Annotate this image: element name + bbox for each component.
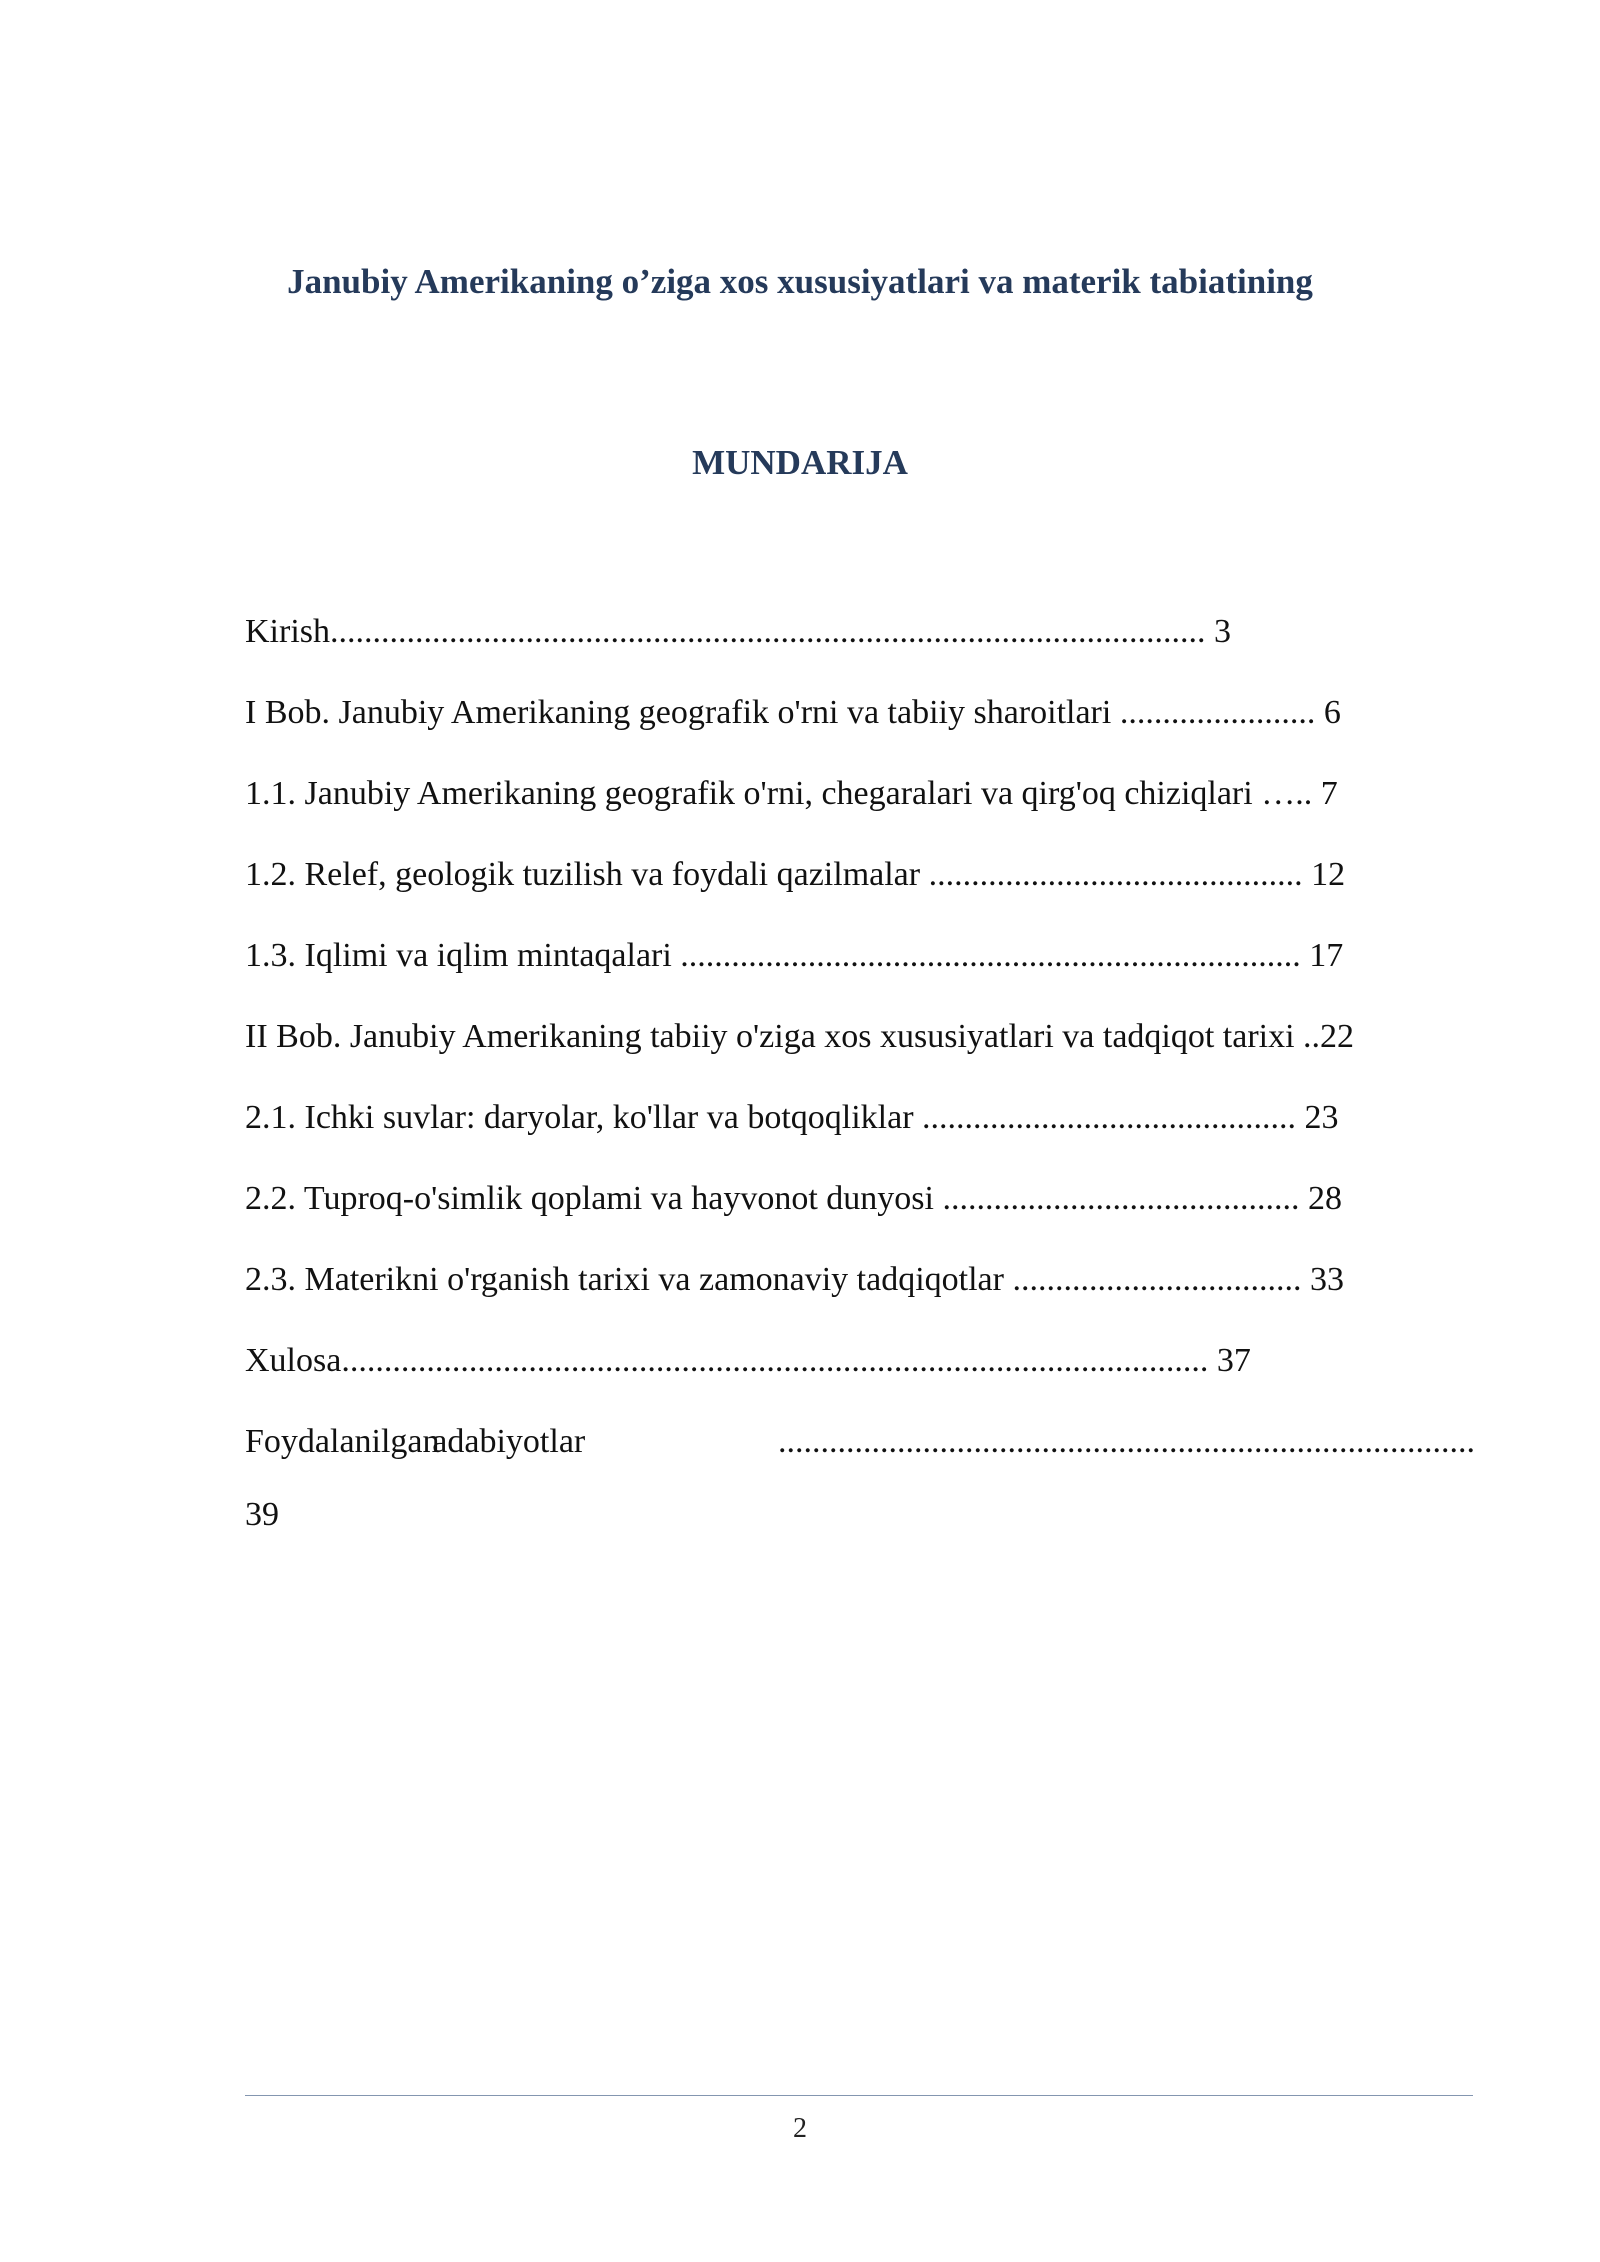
toc-references-word2: adabiyotlar: [432, 1423, 586, 1460]
toc-entry-chapter-2: II Bob. Janubiy Amerikaning tabiiy o'ziga xos xususiyatlari va tadqiqot tarixi ..22: [245, 1018, 1355, 1055]
toc-entry-section-2-1: 2.1. Ichki suvlar: daryolar, ko'llar va botqoqliklar ............................................ 23: [245, 1099, 1339, 1136]
toc-entry-section-2-3: 2.3. Materikni o'rganish tarixi va zamonaviy tadqiqotlar .................................. 33: [245, 1261, 1344, 1298]
document-title: Janubiy Amerikaning o’ziga xos xususiyatlari va materik tabiatining: [287, 262, 1313, 301]
toc-references-word1: Foydalanilgan: [245, 1423, 440, 1460]
toc-entry-section-1-1: 1.1. Janubiy Amerikaning geografik o'rni, chegaralari va qirg'oq chiziqlari ….. 7: [245, 775, 1338, 812]
toc-references-dots: ..................................................................................: [778, 1423, 1475, 1460]
toc-entry-chapter-1: I Bob. Janubiy Amerikaning geografik o'rni va tabiiy sharoitlari ....................... 6: [245, 694, 1341, 731]
footer-divider: [245, 2095, 1473, 2096]
page-number: 2: [793, 2113, 807, 2144]
toc-entry-section-1-2: 1.2. Relef, geologik tuzilish va foydali qazilmalar ............................................ 12: [245, 856, 1346, 893]
toc-entry-kirish: Kirish....................................................................................................... 3: [245, 613, 1231, 650]
toc-heading: MUNDARIJA: [692, 443, 908, 482]
toc-entry-section-1-3: 1.3. Iqlimi va iqlim mintaqalari ......................................................................... 17: [245, 937, 1344, 974]
toc-entry-section-2-2: 2.2. Tuproq-o'simlik qoplami va hayvonot dunyosi .......................................... 28: [245, 1180, 1342, 1217]
toc-entry-references: [245, 1422, 1475, 1535]
toc-references-page: 39: [245, 1496, 279, 1533]
toc-entry-xulosa: Xulosa...................................................................................................... 37: [245, 1342, 1251, 1379]
